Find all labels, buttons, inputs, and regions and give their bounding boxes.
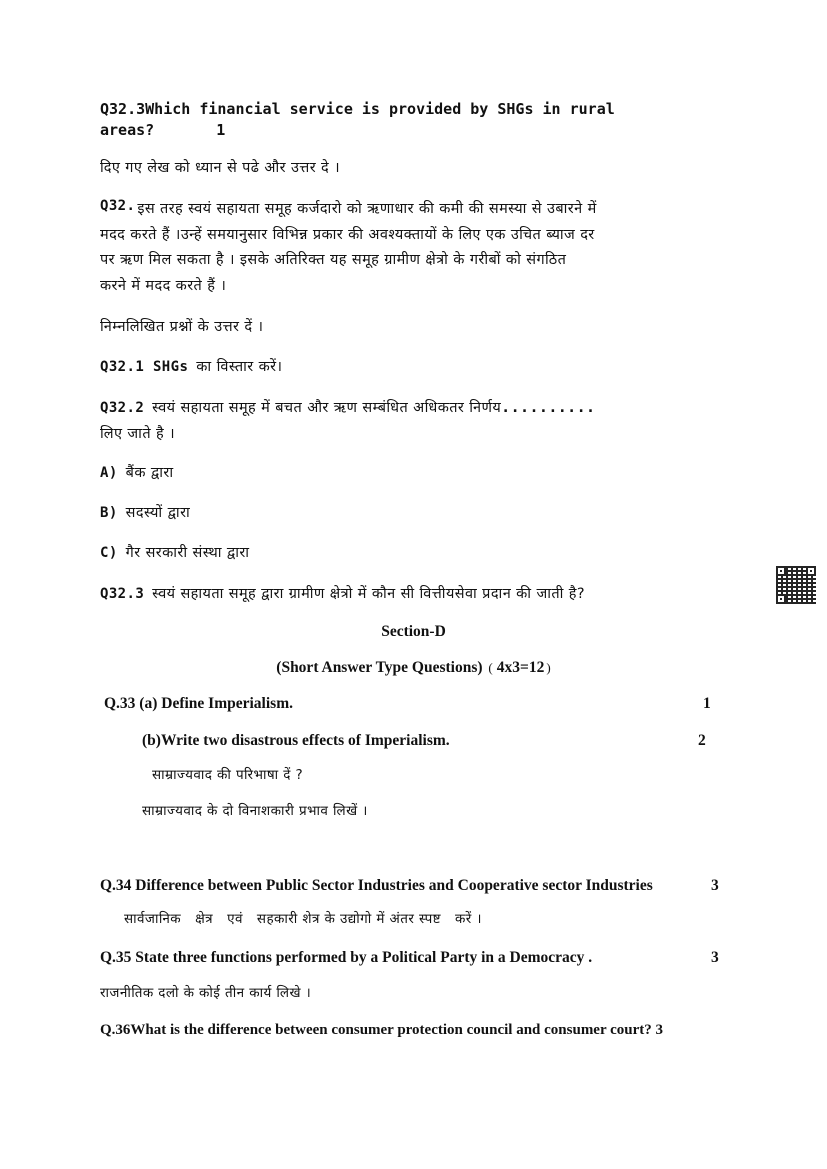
option-c-key: C) bbox=[100, 545, 118, 561]
q32-1-label: Q32.1 SHGs bbox=[100, 359, 189, 375]
q32-3-hindi-text: स्वयं सहायता समूह द्वारा ग्रामीण क्षेत्रो में कौन सी वित्तीयसेवा प्रदान की जाती है? bbox=[152, 586, 585, 602]
answer-instruction: निम्नलिखित प्रश्नों के उत्तर दें । bbox=[100, 319, 264, 335]
q32-3-english-text: areas? bbox=[100, 121, 155, 139]
q35: Q.35 State three functions performed by a Political Party in a Democracy . bbox=[100, 949, 593, 966]
q33-a-marks: 1 bbox=[703, 695, 711, 712]
q32-2-option-c bbox=[100, 542, 249, 562]
q32-2-label: Q32.2 bbox=[100, 400, 145, 416]
q33-a-hindi: साम्राज्यवाद की परिभाषा दें ? bbox=[152, 767, 304, 783]
option-c-text: गैर सरकारी संस्था द्वारा bbox=[125, 545, 250, 561]
q32-2 bbox=[100, 397, 595, 417]
q34: Q.34 Difference between Public Sector Industries and Cooperative sector Industries bbox=[100, 877, 653, 894]
q32-3-hindi-label: Q32.3 bbox=[100, 586, 145, 602]
option-b-text: सदस्यों द्वारा bbox=[125, 505, 191, 521]
qr-code-icon bbox=[776, 566, 816, 604]
q32-3-hindi bbox=[100, 583, 585, 603]
q32-2-line2: लिए जाते है । bbox=[100, 426, 176, 442]
q34-hindi: सार्वजानिक क्षेत्र एवं सहकारी शेत्र के उद्योगो में अंतर स्पष्ट करें । bbox=[124, 911, 482, 927]
option-a-key: A) bbox=[100, 465, 118, 481]
q33-b-marks: 2 bbox=[698, 732, 706, 749]
q32-2-dots: .......... bbox=[501, 398, 596, 416]
q33-a: Q.33 (a) Define Imperialism. bbox=[104, 695, 293, 712]
q32-1-text: का विस्तार करें। bbox=[196, 359, 283, 375]
option-a-text: बैंक द्वारा bbox=[125, 465, 174, 481]
option-b-key: B) bbox=[100, 505, 118, 521]
q33-b-hindi: साम्राज्यवाद के दो विनाशकारी प्रभाव लिखें । bbox=[142, 803, 368, 819]
q32-2-option-b bbox=[100, 502, 190, 522]
q32-3-english-line1: Q32.3Which financial service is provided by SHGs in rural bbox=[100, 100, 615, 118]
q32-3-english-line2 bbox=[100, 121, 225, 139]
section-title: Section-D bbox=[381, 623, 446, 640]
q32-2-text: स्वयं सहायता समूह में बचत और ऋण सम्बंधित अधिकतर निर्णय bbox=[152, 400, 502, 416]
section-subtitle-text: (Short Answer Type Questions) bbox=[276, 659, 483, 676]
q32-3-english-marks: 1 bbox=[216, 121, 226, 139]
section-marks: 4x3=12 bbox=[496, 659, 545, 676]
passage-label: Q32. bbox=[100, 198, 136, 214]
q36-text: Q.36What is the difference between consumer protection council and consumer court? bbox=[100, 1022, 652, 1038]
q35-hindi: राजनीतिक दलो के कोई तीन कार्य लिखे । bbox=[100, 985, 312, 1001]
read-passage-instruction: दिए गए लेख को ध्यान से पढे और उत्तर दे । bbox=[100, 160, 341, 176]
section-subtitle: (Short Answer Type Questions) ( 4x3=12 ) bbox=[276, 659, 551, 676]
q36-marks: 3 bbox=[655, 1022, 664, 1038]
passage-line-2: मदद करते हैं ।उन्हें समयानुसार विभिन्न प्रकार की अवश्यक्तायों के लिए एक उचित ब्याज दर bbox=[100, 227, 595, 243]
passage-line-1 bbox=[100, 198, 726, 218]
q34-marks: 3 bbox=[711, 877, 719, 894]
passage-line-3: पर ऋण मिल सकता है । इसके अतिरिक्त यह समूह ग्रामीण क्षेत्रो के गरीबों को संगठित bbox=[100, 252, 567, 268]
q33-b: (b)Write two disastrous effects of Imperialism. bbox=[142, 732, 450, 749]
q36 bbox=[100, 1022, 663, 1039]
passage-line-1-text: इस तरह स्वयं सहायता समूह कर्जदारो को ऋणाधार की कमी की समस्या से उबारने में bbox=[137, 201, 597, 217]
q32-1 bbox=[100, 356, 282, 376]
q35-marks: 3 bbox=[711, 949, 719, 966]
q32-2-option-a bbox=[100, 462, 173, 482]
passage-line-4: करने में मदद करते हैं । bbox=[100, 278, 227, 294]
